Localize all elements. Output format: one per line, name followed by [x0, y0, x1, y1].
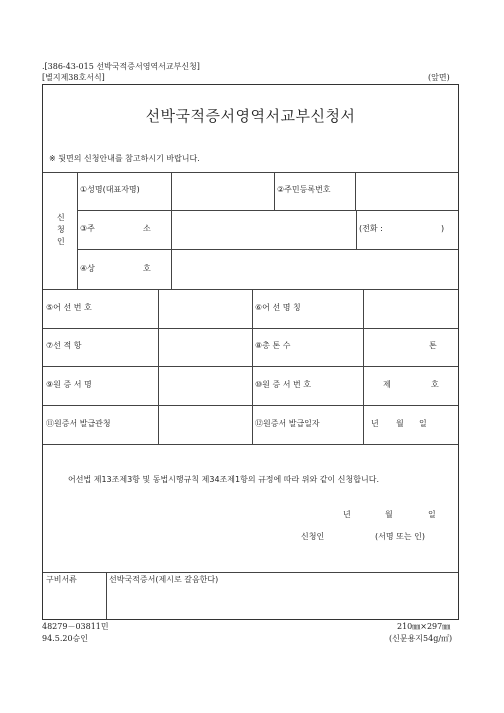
label-issuer: ⑪원증서 발급관청 [46, 419, 111, 428]
attachment-label: [별지제38호서식] [42, 73, 105, 82]
applicant-sign-label: 신청인 [301, 532, 325, 541]
label-trade-name-2: 호 [143, 264, 151, 273]
divider [43, 444, 458, 445]
sign-month: 월 [385, 510, 393, 519]
footer-code: 48279－03811민 [42, 622, 109, 631]
label-original-no: ⑩원 증 서 번 호 [255, 380, 311, 389]
issue-date-day: 일 [419, 419, 427, 428]
application-form [42, 84, 459, 620]
label-trade-name: ④상 [80, 264, 95, 273]
label-address-2: 소 [143, 224, 151, 233]
applicant-sign-field[interactable] [333, 527, 373, 545]
docs-value: 선박국적증서(제시로 갈음한다) [109, 575, 219, 584]
port-field[interactable] [159, 329, 251, 365]
form-title: 선박국적증서영역서교부신청서 [145, 107, 356, 125]
label-address: ③주 [80, 224, 95, 233]
original-no-prefix: 제 [383, 380, 391, 389]
original-no-field[interactable] [364, 367, 457, 404]
form-code: .[386-43-015 선박국적증서영역서교부신청] [42, 62, 200, 71]
sign-day: 일 [428, 510, 436, 519]
notice: ※ 뒷면의 신청안내를 참고하시기 바랍니다. [49, 154, 200, 163]
side-label: (앞면) [428, 73, 450, 82]
label-name: ①성명(대표자명) [80, 185, 140, 194]
label-issue-date: ⑫원증서 발급일자 [255, 419, 320, 428]
sign-year: 년 [343, 510, 351, 519]
label-phone: (전화 : [359, 224, 383, 233]
docs-label: 구비서류 [46, 575, 77, 584]
footer-paper-size: 210㎜×297㎜ [397, 622, 451, 631]
resident-no-field[interactable] [356, 173, 457, 209]
sign-note: (서명 또는 인) [375, 532, 425, 541]
fishing-no-field[interactable] [159, 290, 251, 327]
label-port: ⑦선 적 항 [46, 341, 82, 350]
footer-approval: 94.5.20승인 [42, 634, 88, 643]
original-no-suffix: 호 [431, 380, 439, 389]
original-name-field[interactable] [159, 367, 251, 404]
address-field[interactable] [172, 211, 355, 248]
footer-paper-type: (신문용지54g/㎡) [389, 634, 453, 643]
label-tonnage: ⑧총 톤 수 [255, 341, 291, 350]
tonnage-unit: 톤 [429, 341, 437, 350]
label-ship-name: ⑥어 선 명 칭 [255, 303, 301, 312]
tonnage-field[interactable] [364, 329, 457, 365]
name-field[interactable] [172, 173, 273, 209]
trade-name-field[interactable] [172, 250, 457, 288]
applicant-label-3: 인 [57, 237, 65, 246]
issuer-field[interactable] [159, 406, 251, 443]
label-resident-no: ②주민등록번호 [277, 185, 331, 194]
ship-name-field[interactable] [364, 290, 457, 327]
issue-date-year: 년 [371, 419, 379, 428]
applicant-label-1: 신 [57, 213, 65, 222]
label-fishing-no: ⑤어 선 번 호 [46, 303, 92, 312]
applicant-label-2: 청 [57, 225, 65, 234]
label-original-name: ⑨원 증 서 명 [46, 380, 92, 389]
issue-date-month: 월 [396, 419, 404, 428]
statement: 어선법 제13조제3항 및 동법시행규칙 제34조제1항의 규정에 따라 위와 같이 신청합니다. [68, 475, 379, 484]
label-phone-close: ) [441, 224, 445, 233]
